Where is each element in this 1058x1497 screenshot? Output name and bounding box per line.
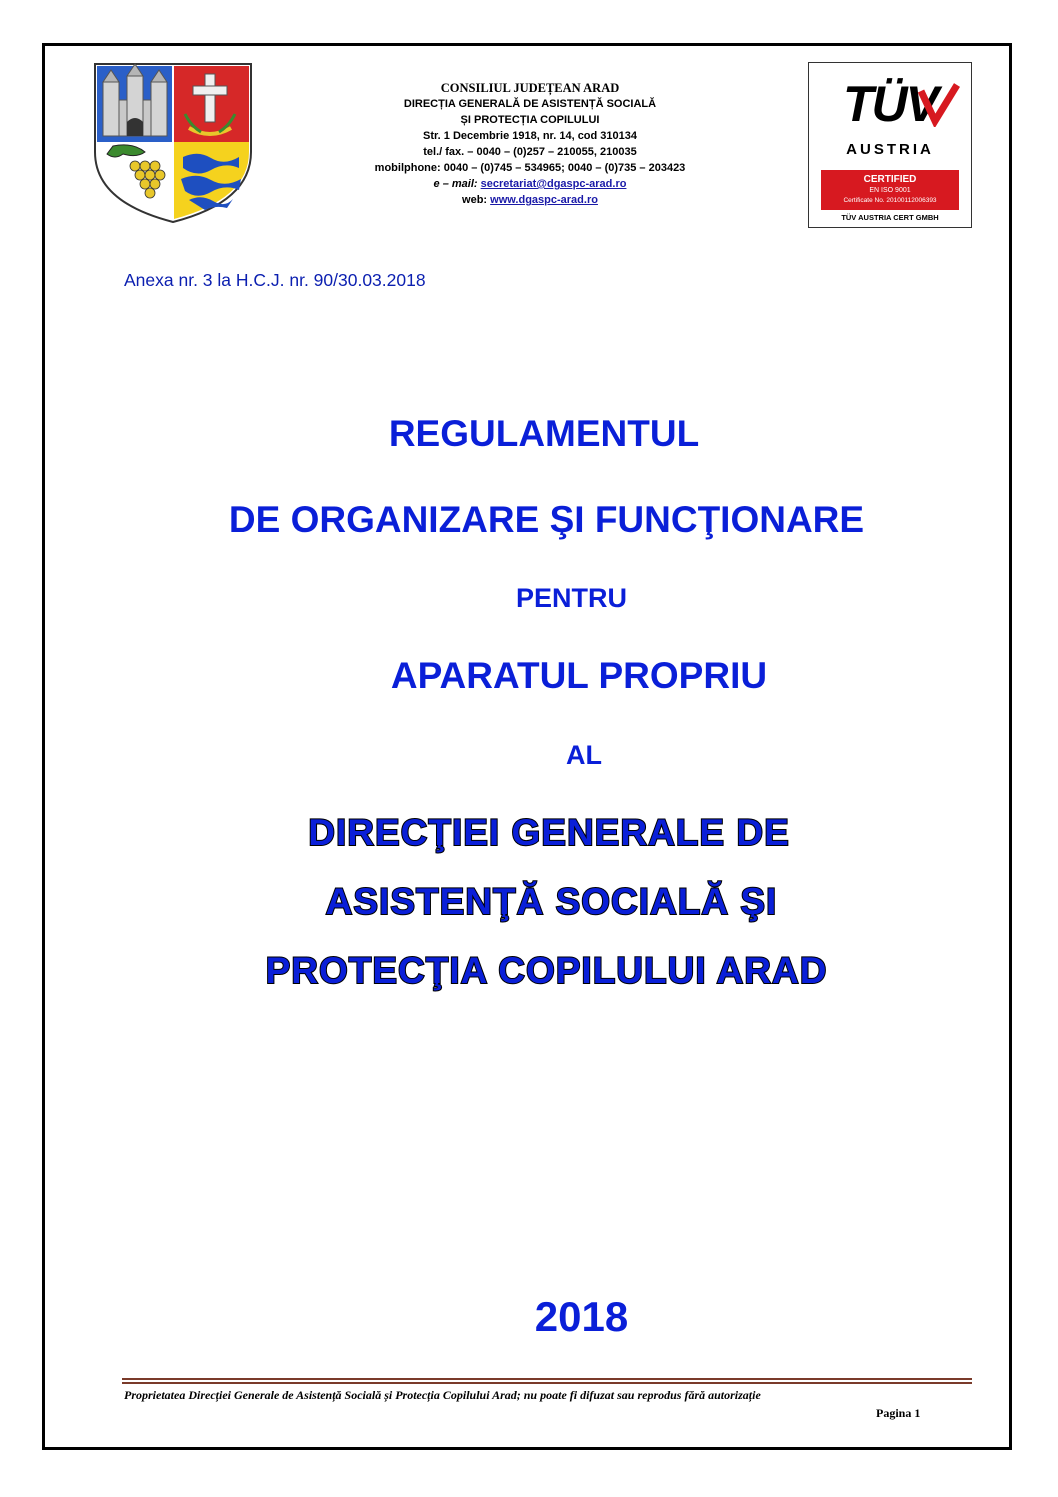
title-line-4: APARATUL PROPRIU <box>390 655 768 696</box>
web-label: web: <box>462 194 491 206</box>
check-mark-icon <box>917 83 961 127</box>
footer-notice: Proprietatea Direcției Generale de Asistență Socială și Protecția Copilului Arad; nu poate fi difuzat sau reprodus fără autorizație <box>124 1388 761 1402</box>
tuv-certification-logo <box>808 62 972 228</box>
page-number: Pagina 1 <box>876 1406 921 1420</box>
header-mobile: mobilphone: 0040 – (0)745 – 534965; 0040 – (0)735 – 203423 <box>374 162 686 174</box>
header-phone: tel./ fax. – 0040 – (0)257 – 210055, 210035 <box>423 146 637 158</box>
certificate-number: Certificate No. 20100112006393 <box>843 197 937 204</box>
header-council: CONSILIUL JUDEȚEAN ARAD <box>440 81 620 95</box>
footer-divider <box>122 1378 972 1384</box>
title-line-2: DE ORGANIZARE ŞI FUNCŢIONARE <box>228 499 865 540</box>
certificate-issuer: TÜV AUSTRIA CERT GMBH <box>841 213 939 222</box>
tuv-brand: TÜV <box>843 76 937 132</box>
header-directorate: DIRECȚIA GENERALĂ DE ASISTENȚĂ SOCIALĂ <box>403 98 657 110</box>
title-line-5: AL <box>566 740 602 770</box>
document-year: 2018 <box>534 1293 629 1340</box>
email-label: e – mail: <box>433 178 481 190</box>
title-line-6: DIRECŢIEI GENERALE DE <box>308 812 790 853</box>
header-directorate-2: ȘI PROTECȚIA COPILULUI <box>460 114 600 126</box>
tuv-country: AUSTRIA <box>846 141 934 158</box>
institution-header <box>300 80 760 208</box>
web-link[interactable]: www.dgaspc-arad.ro <box>490 194 598 206</box>
title-line-3: PENTRU <box>515 583 627 613</box>
title-line-7: ASISTENŢĂ SOCIALĂ ŞI <box>325 881 778 922</box>
title-line-8: PROTECŢIA COPILULUI ARAD <box>265 950 828 991</box>
coat-of-arms-icon <box>93 62 253 224</box>
certified-label: CERTIFIED <box>863 174 917 185</box>
header-address: Str. 1 Decembrie 1918, nr. 14, cod 310134 <box>422 130 638 142</box>
certified-badge <box>821 170 959 210</box>
annex-reference: Anexa nr. 3 la H.C.J. nr. 90/30.03.2018 <box>124 270 426 290</box>
iso-standard: EN ISO 9001 <box>869 187 911 194</box>
email-link[interactable]: secretariat@dgaspc-arad.ro <box>480 178 627 190</box>
title-line-1: REGULAMENTUL <box>388 413 700 454</box>
